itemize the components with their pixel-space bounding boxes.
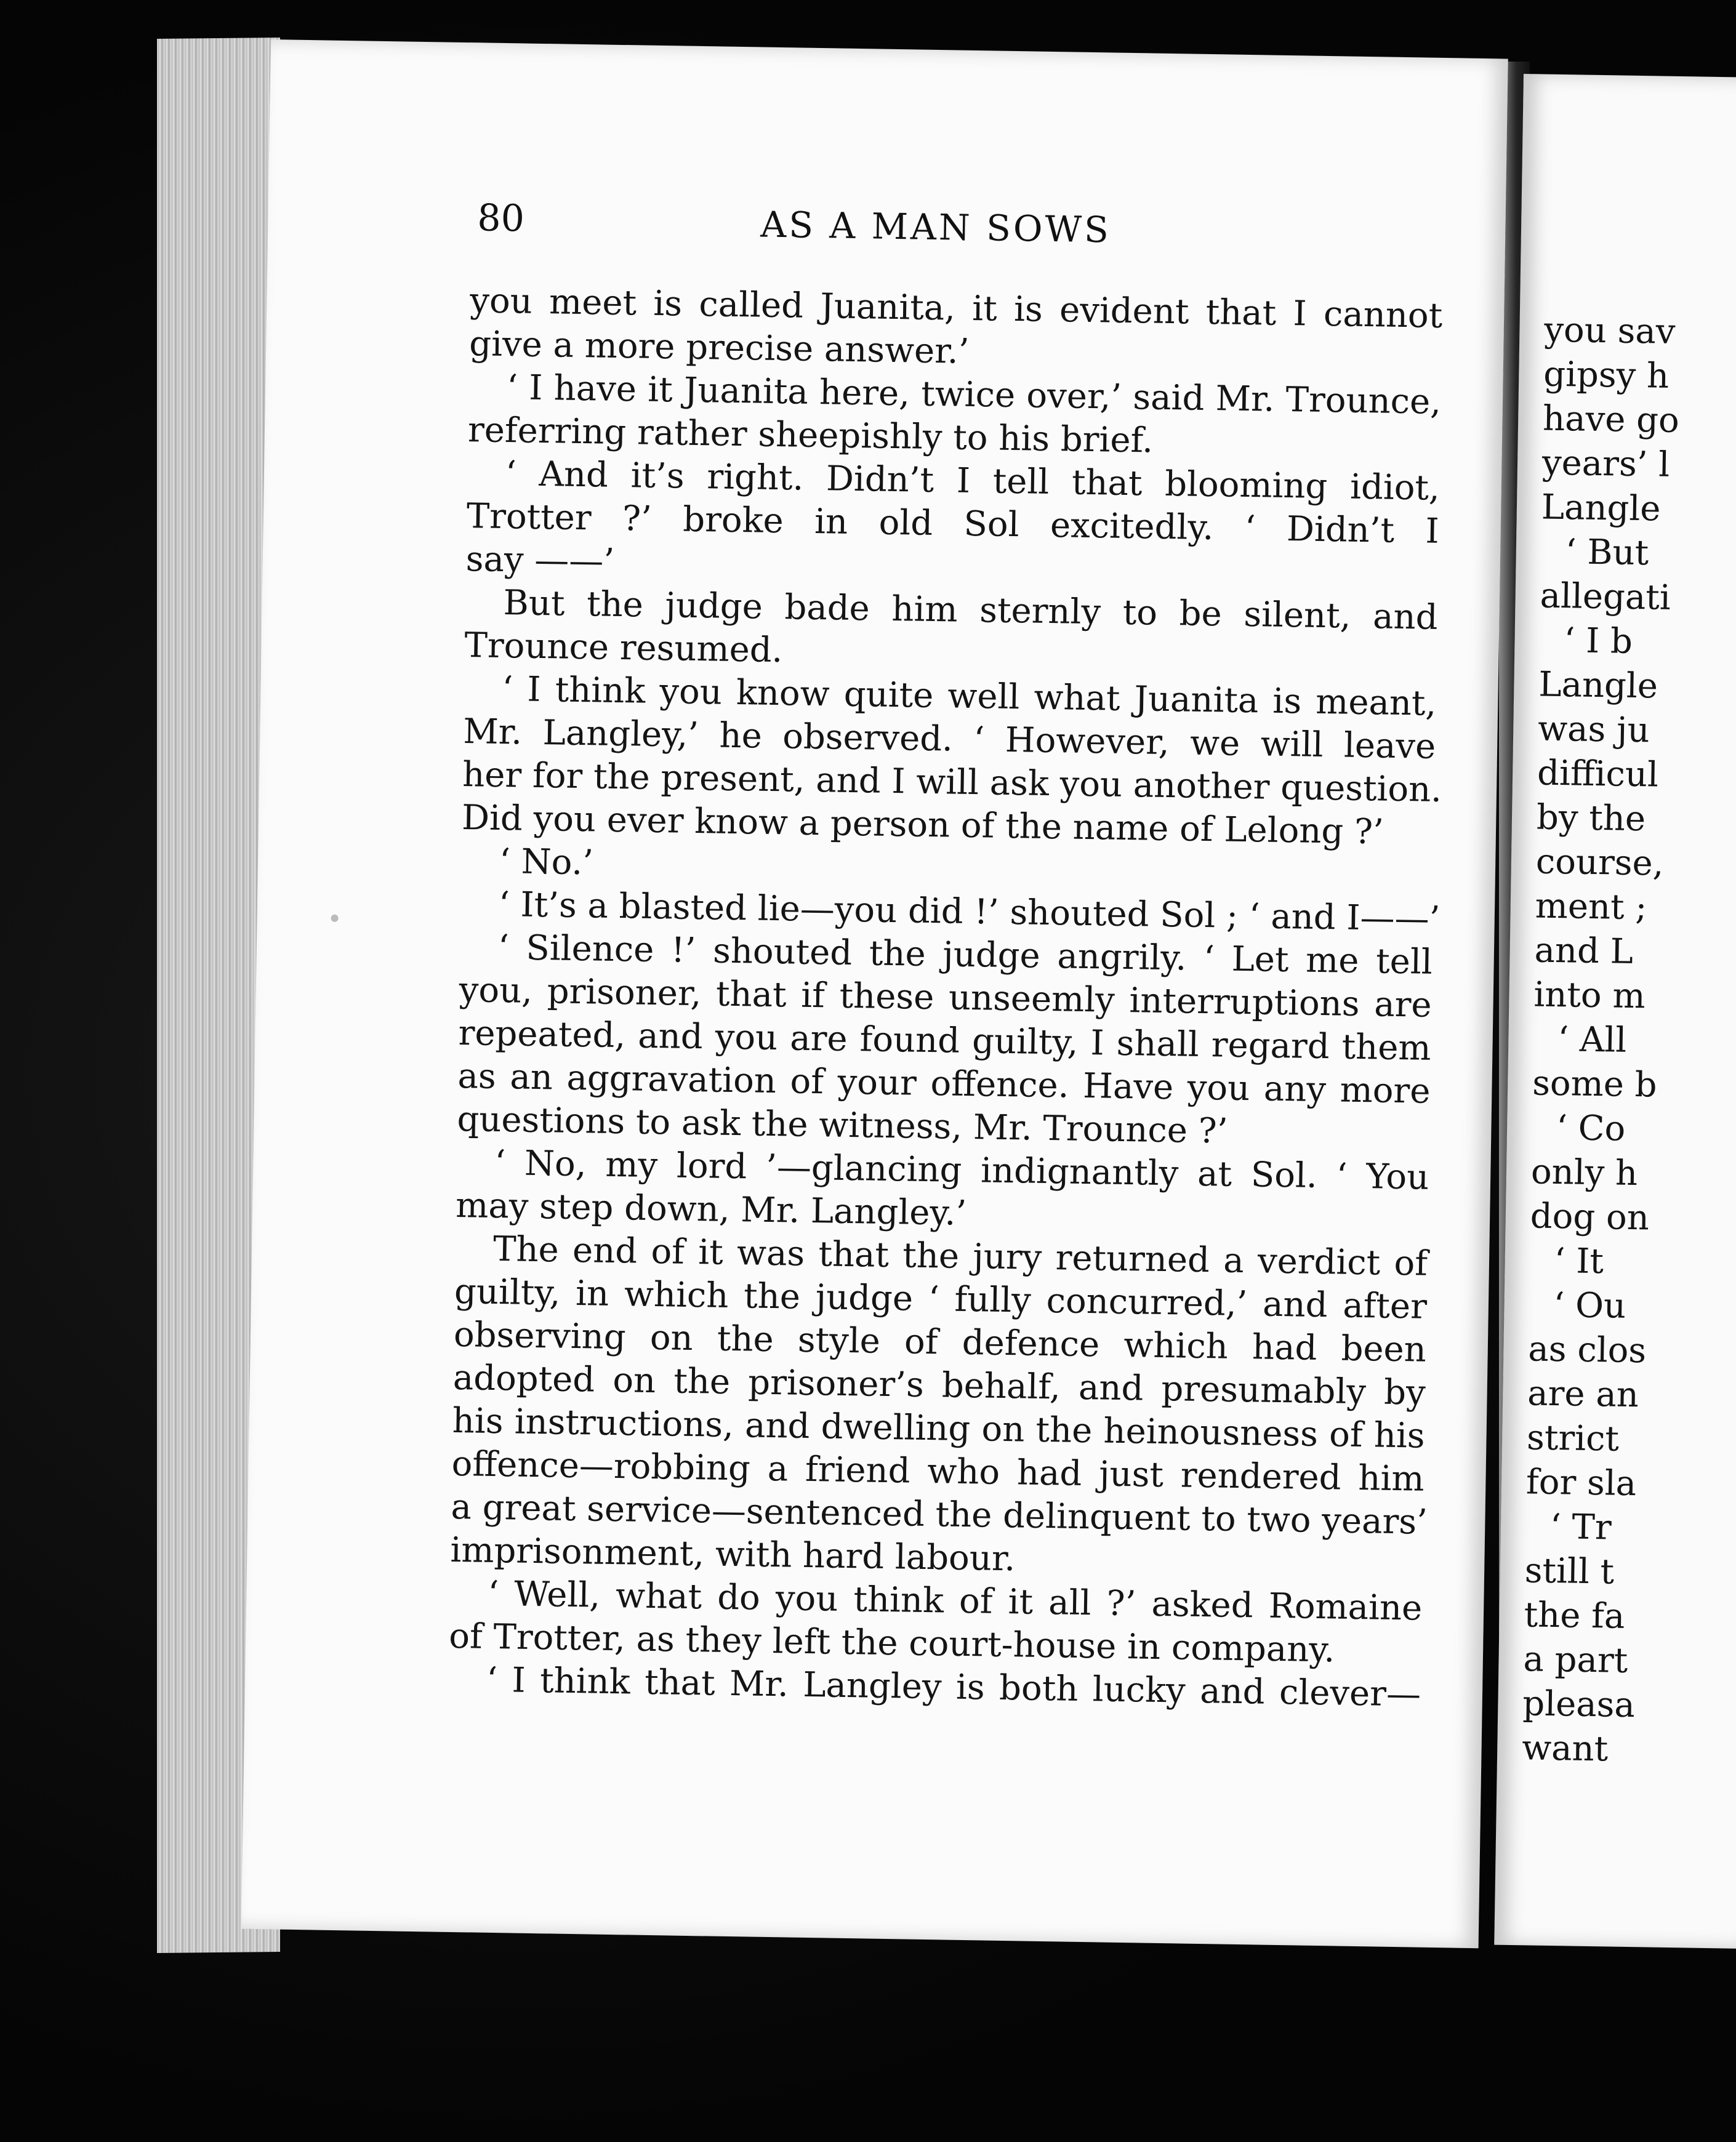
text-line: give a more precise answer.’ bbox=[468, 324, 970, 372]
text-line-fragment: want bbox=[1521, 1728, 1609, 1770]
text-line-fragment: and L bbox=[1534, 930, 1634, 972]
text-line-fragment: ‘ Co bbox=[1556, 1108, 1626, 1149]
text-line: her for the present, and I will ask you another question. bbox=[462, 755, 1442, 811]
text-line: repeated, and you are found guilty, I shall regard them bbox=[458, 1013, 1431, 1069]
text-line: say ——’ bbox=[465, 539, 615, 582]
text-line-fragment: you sav bbox=[1543, 310, 1676, 352]
running-title: AS A MAN SOWS bbox=[760, 203, 1112, 251]
text-line-fragment: Langle bbox=[1538, 664, 1658, 707]
text-line-fragment: a part bbox=[1523, 1639, 1628, 1681]
text-line: as an aggravation of your offence. Have you any more bbox=[457, 1056, 1431, 1112]
text-line-fragment: ment ; bbox=[1535, 886, 1647, 928]
text-line: But the judge bade him sternly to be silent, and bbox=[503, 583, 1438, 638]
text-line: ‘ It’s a blasted lie—you did !’ shouted Sol ; ‘ and I——’ bbox=[498, 884, 1441, 940]
ink-speck bbox=[331, 915, 338, 922]
text-line: Did you ever know a person of the name of Lelong ?’ bbox=[461, 798, 1384, 852]
text-line: may step down, Mr. Langley.’ bbox=[455, 1185, 967, 1233]
text-line: observing on the style of defence which had been bbox=[453, 1314, 1427, 1370]
text-line-fragment: only h bbox=[1530, 1152, 1638, 1194]
text-line: ‘ No, my lord ’—glancing indignantly at Sol. ‘ You bbox=[494, 1142, 1429, 1198]
text-line: Mr. Langley,’ he observed. ‘ However, we will leave bbox=[462, 712, 1436, 767]
text-line: ‘ I have it Juanita here, twice over,’ said Mr. Trounce, bbox=[506, 367, 1442, 422]
text-line: offence—robbing a friend who had just rendered him bbox=[451, 1443, 1425, 1499]
text-line-fragment: ‘ But bbox=[1565, 532, 1649, 574]
text-line-fragment: ‘ I b bbox=[1564, 620, 1633, 662]
text-line: adopted on the prisoner’s behalf, and presumably by bbox=[452, 1357, 1426, 1413]
text-line-fragment: are an bbox=[1527, 1373, 1639, 1416]
text-line-fragment: ‘ Tr bbox=[1549, 1506, 1612, 1548]
text-line-fragment: difficul bbox=[1537, 753, 1659, 795]
text-line-fragment: ‘ All bbox=[1557, 1019, 1627, 1061]
text-line-fragment: have go bbox=[1542, 398, 1680, 441]
text-line-fragment: Langle bbox=[1541, 487, 1661, 529]
text-line: you, prisoner, that if these unseemly interruptions are bbox=[459, 969, 1433, 1025]
text-line: ‘ Silence !’ shouted the judge angrily. ‘ Let me tell bbox=[497, 927, 1433, 982]
text-line: you meet is called Juanita, it is evident that I cannot bbox=[469, 281, 1443, 336]
page-number: 80 bbox=[476, 196, 525, 241]
text-line: Trounce resumed. bbox=[464, 625, 783, 671]
text-line-fragment: by the bbox=[1536, 797, 1646, 840]
text-line: imprisonment, with hard labour. bbox=[449, 1530, 1016, 1579]
text-line-fragment: allegati bbox=[1540, 576, 1671, 618]
text-line: referring rather sheepishly to his brief. bbox=[467, 410, 1154, 461]
right-page bbox=[1494, 74, 1736, 1949]
text-line: ‘ I think that Mr. Langley is both lucky and clever— bbox=[486, 1659, 1421, 1715]
running-head bbox=[477, 196, 1438, 267]
text-line-fragment: ‘ It bbox=[1554, 1241, 1604, 1282]
text-line-fragment: the fa bbox=[1524, 1595, 1625, 1637]
text-line-fragment: gipsy h bbox=[1543, 354, 1670, 396]
text-line-fragment: years’ l bbox=[1541, 443, 1670, 485]
text-line-fragment: strict bbox=[1526, 1418, 1620, 1459]
text-line: a great service—sentenced the delinquent to two years’ bbox=[451, 1486, 1428, 1542]
text-line: The end of it was that the jury returned a verdict of bbox=[492, 1229, 1428, 1284]
text-line: ‘ And it’s right. Didn’t I tell that blooming idiot, bbox=[505, 454, 1441, 508]
text-line-fragment: pleasa bbox=[1522, 1683, 1636, 1726]
text-line: ‘ No.’ bbox=[499, 841, 594, 883]
text-line: questions to ask the witness, Mr. Trounce ?’ bbox=[456, 1099, 1229, 1152]
left-page bbox=[241, 39, 1508, 1948]
text-line: ‘ I think you know quite well what Juanita is meant, bbox=[501, 669, 1437, 724]
text-line: of Trotter, as they left the court-house in company. bbox=[448, 1616, 1335, 1671]
text-line: ‘ Well, what do you think of it all ?’ asked Romaine bbox=[487, 1573, 1423, 1629]
text-line-fragment: for sla bbox=[1525, 1462, 1637, 1504]
text-line-fragment: into m bbox=[1533, 974, 1646, 1017]
text-line-fragment: dog on bbox=[1530, 1196, 1650, 1238]
left-page-body-text bbox=[448, 279, 1443, 1717]
text-line-fragment: some b bbox=[1532, 1063, 1658, 1105]
text-line-fragment: as clos bbox=[1527, 1329, 1647, 1371]
text-line-fragment: was ju bbox=[1537, 708, 1650, 751]
text-line-fragment: still t bbox=[1524, 1550, 1615, 1592]
text-line-fragment: ‘ Ou bbox=[1553, 1285, 1626, 1326]
text-line: guilty, in which the judge ‘ fully concurred,’ and after bbox=[454, 1271, 1428, 1327]
text-line-fragment: course, bbox=[1535, 841, 1664, 884]
right-page-body-text bbox=[1522, 308, 1736, 1776]
text-line: Trotter ?’ broke in old Sol excitedly. ‘ Didn’t I bbox=[466, 496, 1440, 552]
text-line: his instructions, and dwelling on the heinousness of his bbox=[452, 1400, 1426, 1456]
